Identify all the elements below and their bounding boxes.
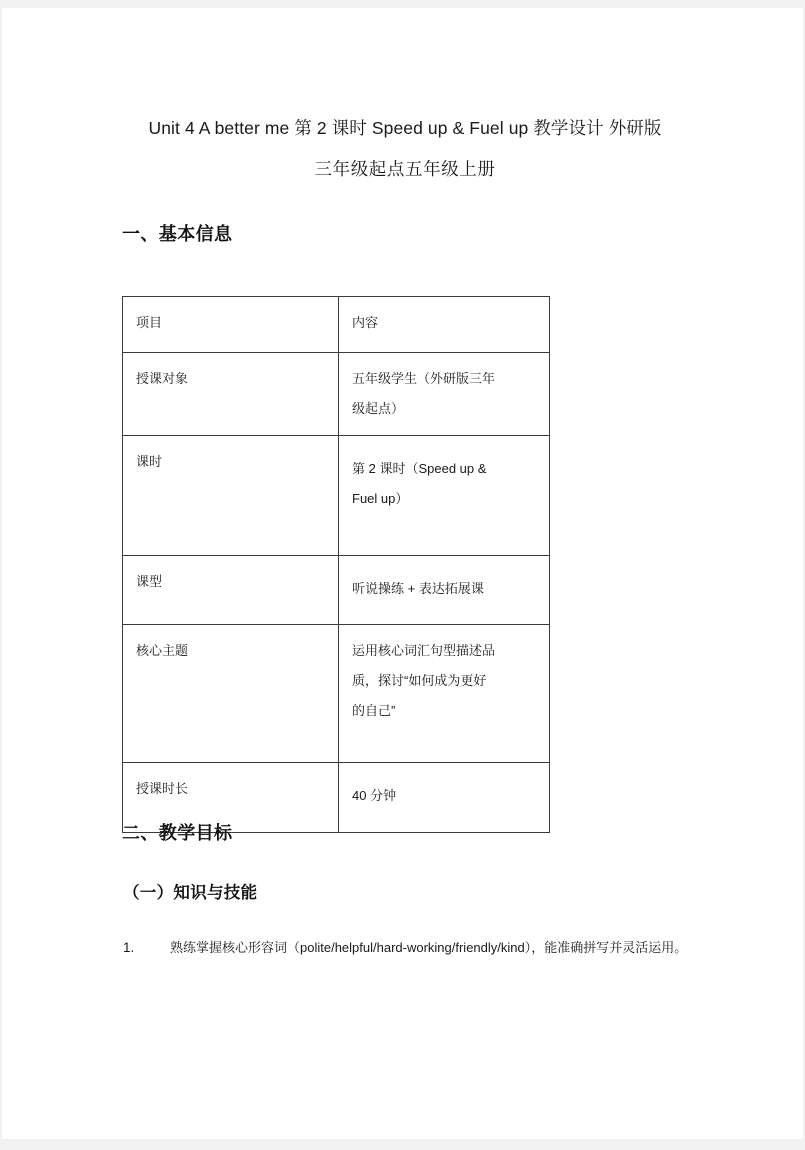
table-cell-label: 授课对象 xyxy=(123,353,339,436)
table-cell-label: 课时 xyxy=(123,436,339,556)
list-item-text: 熟练掌握核心形容词（polite/helpful/hard-working/friendly/kind），能准确拼写并灵活运用。 xyxy=(170,940,688,955)
table-cell-label: 核心主题 xyxy=(123,625,339,763)
heading-objectives: 二、教学目标 xyxy=(122,823,233,843)
cell-line: 质，探讨“如何成为更好 xyxy=(352,673,487,688)
table-header-row xyxy=(123,297,550,353)
page-title-line-2: 三年级起点五年级上册 xyxy=(314,159,496,179)
heading-knowledge-skills: （一）知识与技能 xyxy=(123,884,258,902)
cell-line: 第 2 课时（Speed up & xyxy=(352,461,487,476)
table-cell-value xyxy=(339,353,550,436)
basic-info-table xyxy=(122,296,550,833)
heading-basic-info: 一、基本信息 xyxy=(122,224,233,244)
list-item-marker: 1. xyxy=(123,940,135,955)
table-header-item: 项目 xyxy=(123,297,339,353)
page-title-line-1: Unit 4 A better me 第 2 课时 Speed up & Fuel up 教学设计 外研版 xyxy=(148,118,662,138)
page-title xyxy=(120,108,690,190)
list-item xyxy=(122,932,692,963)
table-cell-value xyxy=(339,556,550,625)
table-row xyxy=(123,556,550,625)
table-header-content: 内容 xyxy=(339,297,550,353)
table-cell-label: 课型 xyxy=(123,556,339,625)
table-row xyxy=(123,436,550,556)
cell-line: 听说操练 + 表达拓展课 xyxy=(352,581,484,596)
cell-line: 五年级学生（外研版三年 xyxy=(352,371,496,386)
table-row xyxy=(123,353,550,436)
cell-line: 的自己” xyxy=(352,703,396,718)
table-cell-value xyxy=(339,763,550,833)
table-cell-label: 授课时长 xyxy=(123,763,339,833)
cell-line: 运用核心词汇句型描述品 xyxy=(352,643,496,658)
cell-line: 40 分钟 xyxy=(352,788,397,803)
table-cell-value xyxy=(339,625,550,763)
document-page xyxy=(2,8,803,1139)
knowledge-skills-list xyxy=(122,932,692,963)
table-row xyxy=(123,625,550,763)
cell-line: 级起点） xyxy=(352,401,405,416)
table-cell-value xyxy=(339,436,550,556)
cell-line: Fuel up） xyxy=(352,491,409,506)
document-content xyxy=(2,8,803,1139)
